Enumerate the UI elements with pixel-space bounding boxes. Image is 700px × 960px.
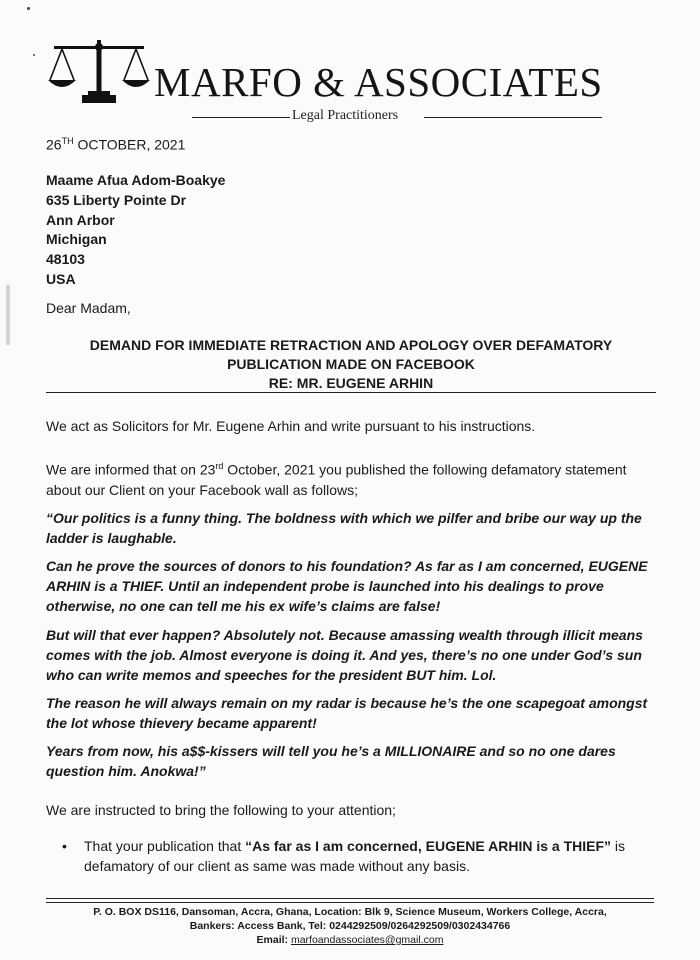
heading-rule <box>46 392 656 393</box>
recipient-street: 635 Liberty Pointe Dr <box>46 191 187 208</box>
firm-name: MARFO & ASSOCIATES <box>154 59 603 105</box>
recipient-name: Maame Afua Adom-Boakye <box>46 172 226 188</box>
email-link[interactable]: marfoandassociates@gmail.com <box>290 934 444 946</box>
subject-heading: DEMAND FOR IMMEDIATE RETRACTION AND APOLOGY OVER DEFAMATORY PUBLICATION MADE ON FACEBOOK RE: MR. EUGENE ARHIN <box>89 337 613 391</box>
paragraph-intro: We act as Solicitors for Mr. Eugene Arhin and write pursuant to his instructions. <box>46 418 536 434</box>
scan-speck <box>33 54 35 56</box>
tagline-rule-right <box>424 117 602 118</box>
letter-date: 26TH OCTOBER, 2021 <box>46 136 186 153</box>
quote-paragraph: But will that ever happen? Absolutely not. Because amassing wealth through illicit means comes with the job. Almost everyone is doing it. And yes, there’s no one under God’s sun who can write memos and speeches for the president BUT him. Lol. <box>46 627 643 683</box>
footer-rule <box>46 902 654 903</box>
tagline-text: Legal Practitioners <box>292 108 399 123</box>
scales-of-justice-icon <box>48 38 150 108</box>
bullet-marker: • <box>62 838 67 854</box>
paragraph-informed: We are informed that on 23rd October, 2021 you published the following defamatory statement about our Client on your Facebook wall as follows; <box>46 461 627 498</box>
footer-address: P. O. BOX DS116, Dansoman, Accra, Ghana, Location: Blk 9, Science Museum, Workers College, Accra, <box>93 906 607 918</box>
tagline <box>192 108 602 126</box>
tagline-rule-left <box>192 117 290 118</box>
recipient-state: Michigan <box>46 231 107 248</box>
recipient-zip: 48103 <box>46 251 85 268</box>
recipient-country: USA <box>46 270 76 287</box>
quote-paragraph: The reason he will always remain on my radar is because he’s the one scapegoat amongst the lot whose thievery became apparent! <box>46 695 648 731</box>
quote-paragraph: Can he prove the sources of donors to his foundation? As far as I am concerned, EUGENE ARHIN is a THIEF. Until an independent probe is launched into his dealings to prove otherwise, no one can tell me his ex wife’s claims are false! <box>46 558 648 614</box>
footer <box>46 905 654 947</box>
salutation: Dear Madam, <box>46 300 131 316</box>
footer-bankers: Bankers: Access Bank, Tel: 0244292509/0264292509/0302434766 <box>189 920 511 932</box>
quote-paragraph: “Our politics is a funny thing. The boldness with which we pilfer and bribe our way up the ladder is laughable. <box>46 510 642 546</box>
footer-email-line: Email: marfoandassociates@gmail.com <box>256 934 444 946</box>
recipient-city: Ann Arbor <box>46 211 115 228</box>
recipient-address <box>46 171 225 290</box>
paragraph-instructed: We are instructed to bring the following to your attention; <box>46 802 396 818</box>
quote-paragraph: Years from now, his a$$-kissers will tell you he’s a MILLIONAIRE and so no one dares question him. Anokwa!” <box>46 743 616 779</box>
bullet-text: That your publication that “As far as I am concerned, EUGENE ARHIN is a THIEF” is defamatory of our client as same was made without any basis. <box>84 838 626 874</box>
footer-rule <box>46 898 654 899</box>
scan-speck <box>27 7 30 10</box>
scan-artifact <box>6 285 10 345</box>
